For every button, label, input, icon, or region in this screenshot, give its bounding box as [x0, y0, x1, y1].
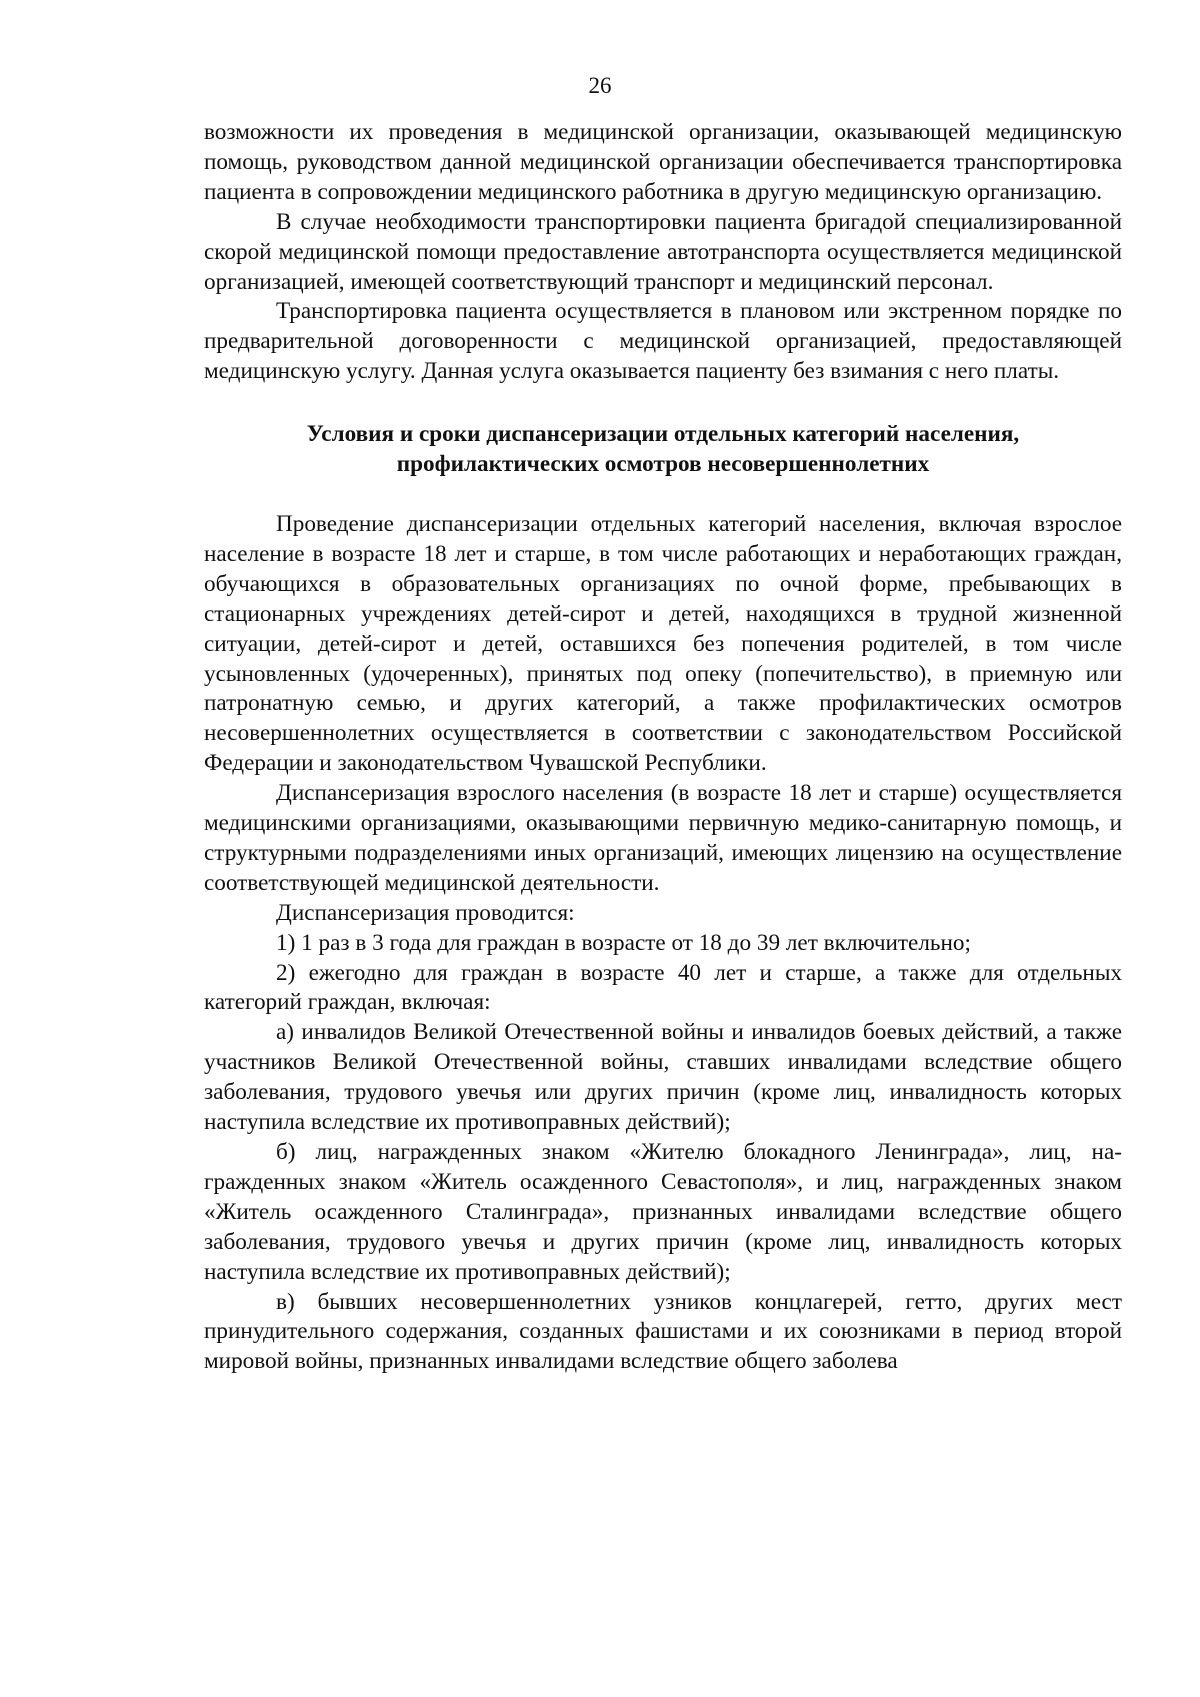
- section-heading-line: Условия и сроки диспансеризации отдельных категорий населения,: [306, 421, 1020, 448]
- paragraph: Диспансеризация проводится:: [276, 899, 575, 926]
- paragraph: Проведение диспансеризации отдельных категорий населения, включая взрослое население в возрасте 18 лет и старше, в том числе работающих и неработающих граждан, обучающихся в образовательных организациях по очной форме, пребывающих в стационарных учреждениях детей-сирот и детей, находящихся в трудной жизненной ситуации, детей-сирот и детей, оставшихся без попечения родителей, в том числе усыновленных (удочеренных), принятых под опеку (попечительство), в приемную или патронатную семью, и других категорий, а также профилактических осмотров несовершеннолетних осуществляется в соответствии с законодательством Российской Федерации и законодательством Чувашской Республики.: [204, 510, 1122, 777]
- paragraph: Транспортировка пациента осуществляется в плановом или экстренном порядке по предварительной договоренности с медицинской организацией, предоставляющей медицинскую услугу. Данная услуга оказывается пациенту без взимания с него платы.: [204, 298, 1122, 385]
- section-heading-line: профилактических осмотров несовершеннолетних: [396, 451, 930, 478]
- list-item: 2) ежегодно для граждан в возрасте 40 лет и старше, а также для отдельных категорий граждан, включая:: [204, 959, 1122, 1016]
- paragraph: возможности их проведения в медицинской организации, оказывающей медицинскую помощь, руководством данной медицинской организации обеспечивается транспортировка пациента в сопровождении медицинского работника в другую медицинскую организацию.: [204, 119, 1122, 205]
- section-heading: [204, 420, 1122, 480]
- paragraph: В случае необходимости транспортировки пациента бригадой специализированной скорой медицинской помощи предоставление автотранспорта осуществляется медицинской организацией, имеющей соответствующий транспорт и медицинский персонал.: [204, 208, 1122, 295]
- list-item: в) бывших несовершеннолетних узников концлагерей, гетто, других мест принудительного содержания, созданных фашистами и их союзниками в период второй мировой войны, признанных инвалидами вследствие общего заболева: [204, 1288, 1122, 1375]
- page-number: 26: [588, 73, 612, 98]
- paragraph: Диспансеризация взрослого населения (в возрасте 18 лет и старше) осуществляется медицинскими организациями, оказывающими первичную медико-санитарную помощь, и структурными подразделениями иных организаций, имеющих лицензию на осуществление соответствующей медицинской деятельности.: [204, 780, 1122, 896]
- document-body: [204, 118, 1122, 1377]
- list-item: б) лиц, награжденных знаком «Жителю блокадного Ленинграда», лиц, награжденных знаком «Житель осажденного Севастополя», и лиц, награжденных знаком «Житель осажденного Сталинграда», признанных инвалидами вследствие общего заболевания, трудового увечья и других причин (кроме лиц, инвалидность которых наступила вследствие их противоправных действий);: [204, 1139, 1122, 1285]
- list-item: 1) 1 раз в 3 года для граждан в возрасте от 18 до 39 лет включительно;: [276, 929, 971, 956]
- list-item: а) инвалидов Великой Отечественной войны и инвалидов боевых действий, а также участников Великой Отечественной войны, ставших инвалидами вследствие общего заболевания, трудового увечья или других причин (кроме лиц, инвалидность которых наступила вследствие их противоправных действий);: [204, 1019, 1122, 1136]
